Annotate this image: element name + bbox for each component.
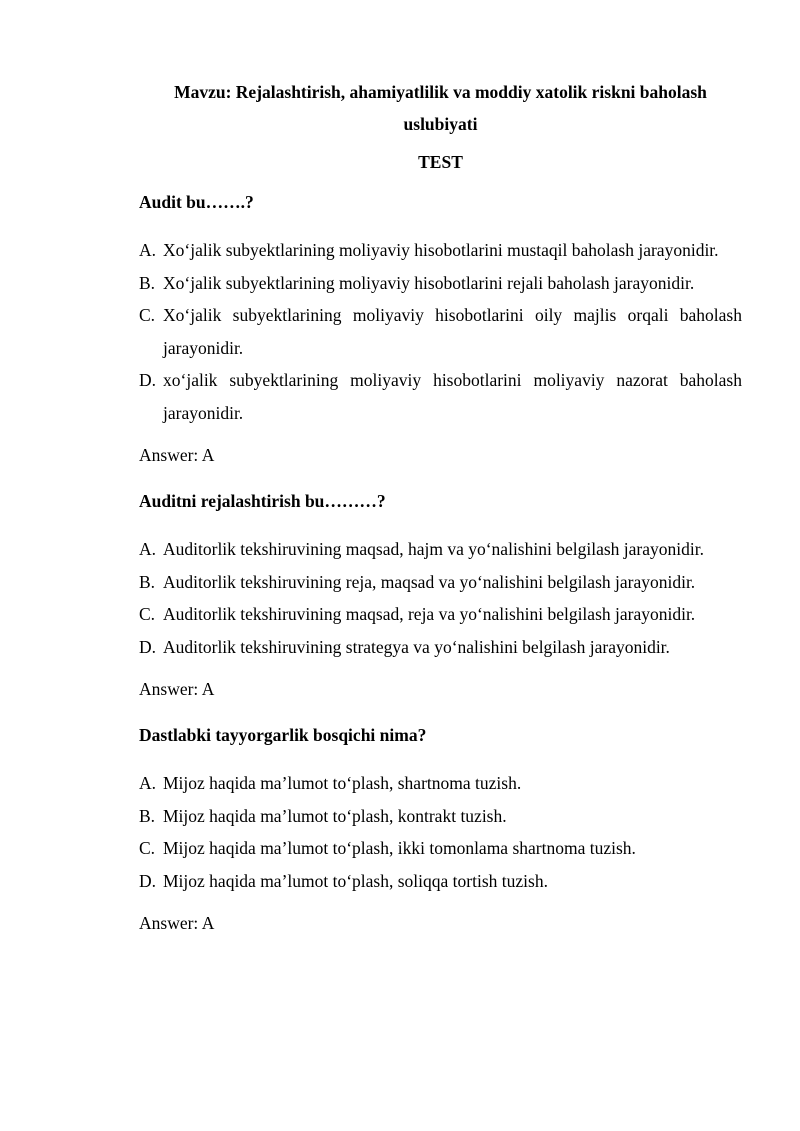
option-text: Mijoz haqida ma’lumot to‘plash, shartnoma tuzish. — [163, 773, 522, 793]
option-text: Xo‘jalik subyektlarining moliyaviy hisobotlarini oily majlis orqali baholash jarayonidir. — [163, 305, 742, 358]
option-letter: B. — [139, 805, 156, 826]
answer-text: Answer: A — [139, 679, 215, 699]
answer-text: Answer: A — [139, 445, 215, 465]
option-letter: C. — [139, 838, 156, 858]
option-d — [139, 865, 742, 898]
option-letter: A. — [139, 539, 157, 559]
option-letter: A. — [139, 240, 157, 260]
option-text: Auditorlik tekshiruvining reja, maqsad va yo‘nalishini belgilash jarayonidir. — [163, 571, 696, 592]
option-text: Auditorlik tekshiruvining maqsad, hajm va yo‘nalishini belgilash jarayonidir. — [163, 539, 704, 559]
option-d — [139, 631, 742, 664]
option-text: Mijoz haqida ma’lumot to‘plash, soliqqa tortish tuzish. — [163, 870, 548, 891]
option-a — [139, 533, 742, 566]
option-c — [139, 299, 742, 364]
option-letter: D. — [139, 870, 157, 891]
option-text: Auditorlik tekshiruvining maqsad, reja va yo‘nalishini belgilash jarayonidir. — [163, 604, 696, 624]
option-b — [139, 267, 742, 300]
question-text: Auditni rejalashtirish bu………? — [139, 491, 386, 511]
option-text: Mijoz haqida ma’lumot to‘plash, kontrakt tuzish. — [163, 805, 507, 826]
option-letter: B. — [139, 571, 156, 592]
option-a — [139, 767, 742, 800]
option-letter: A. — [139, 773, 157, 793]
option-c — [139, 832, 742, 865]
question-text: Dastlabki tayyorgarlik bosqichi nima? — [139, 725, 427, 745]
document-subtitle: TEST — [418, 152, 463, 172]
question-text: Audit bu…….? — [139, 192, 254, 212]
option-letter: D. — [139, 636, 157, 657]
option-letter: D. — [139, 370, 157, 390]
option-b — [139, 566, 742, 599]
question-block-3 — [139, 723, 742, 935]
options-list — [139, 533, 742, 663]
option-text: Auditorlik tekshiruvining strategya va yo‘nalishini belgilash jarayonidir. — [163, 636, 670, 657]
option-text: xo‘jalik subyektlarining moliyaviy hisobotlarini moliyaviy nazorat baholash jarayonidir. — [163, 370, 742, 423]
option-c — [139, 598, 742, 631]
options-list — [139, 234, 742, 429]
document-title: Mavzu: Rejalashtirish, ahamiyatlilik va moddiy xatolik riskni baholash uslubiyati — [174, 82, 707, 134]
options-list — [139, 767, 742, 897]
option-letter: C. — [139, 604, 156, 624]
option-letter: B. — [139, 272, 156, 293]
option-text: Xo‘jalik subyektlarining moliyaviy hisobotlarini mustaqil baholash jarayonidir. — [163, 240, 719, 260]
option-a — [139, 234, 742, 267]
answer-text: Answer: A — [139, 913, 215, 933]
option-b — [139, 800, 742, 833]
question-block-1 — [139, 190, 742, 467]
option-letter: C. — [139, 305, 156, 325]
option-text: Xo‘jalik subyektlarining moliyaviy hisobotlarini rejali baholash jarayonidir. — [163, 272, 695, 293]
option-text: Mijoz haqida ma’lumot to‘plash, ikki tomonlama shartnoma tuzish. — [163, 838, 636, 858]
question-block-2 — [139, 489, 742, 701]
option-d — [139, 364, 742, 429]
